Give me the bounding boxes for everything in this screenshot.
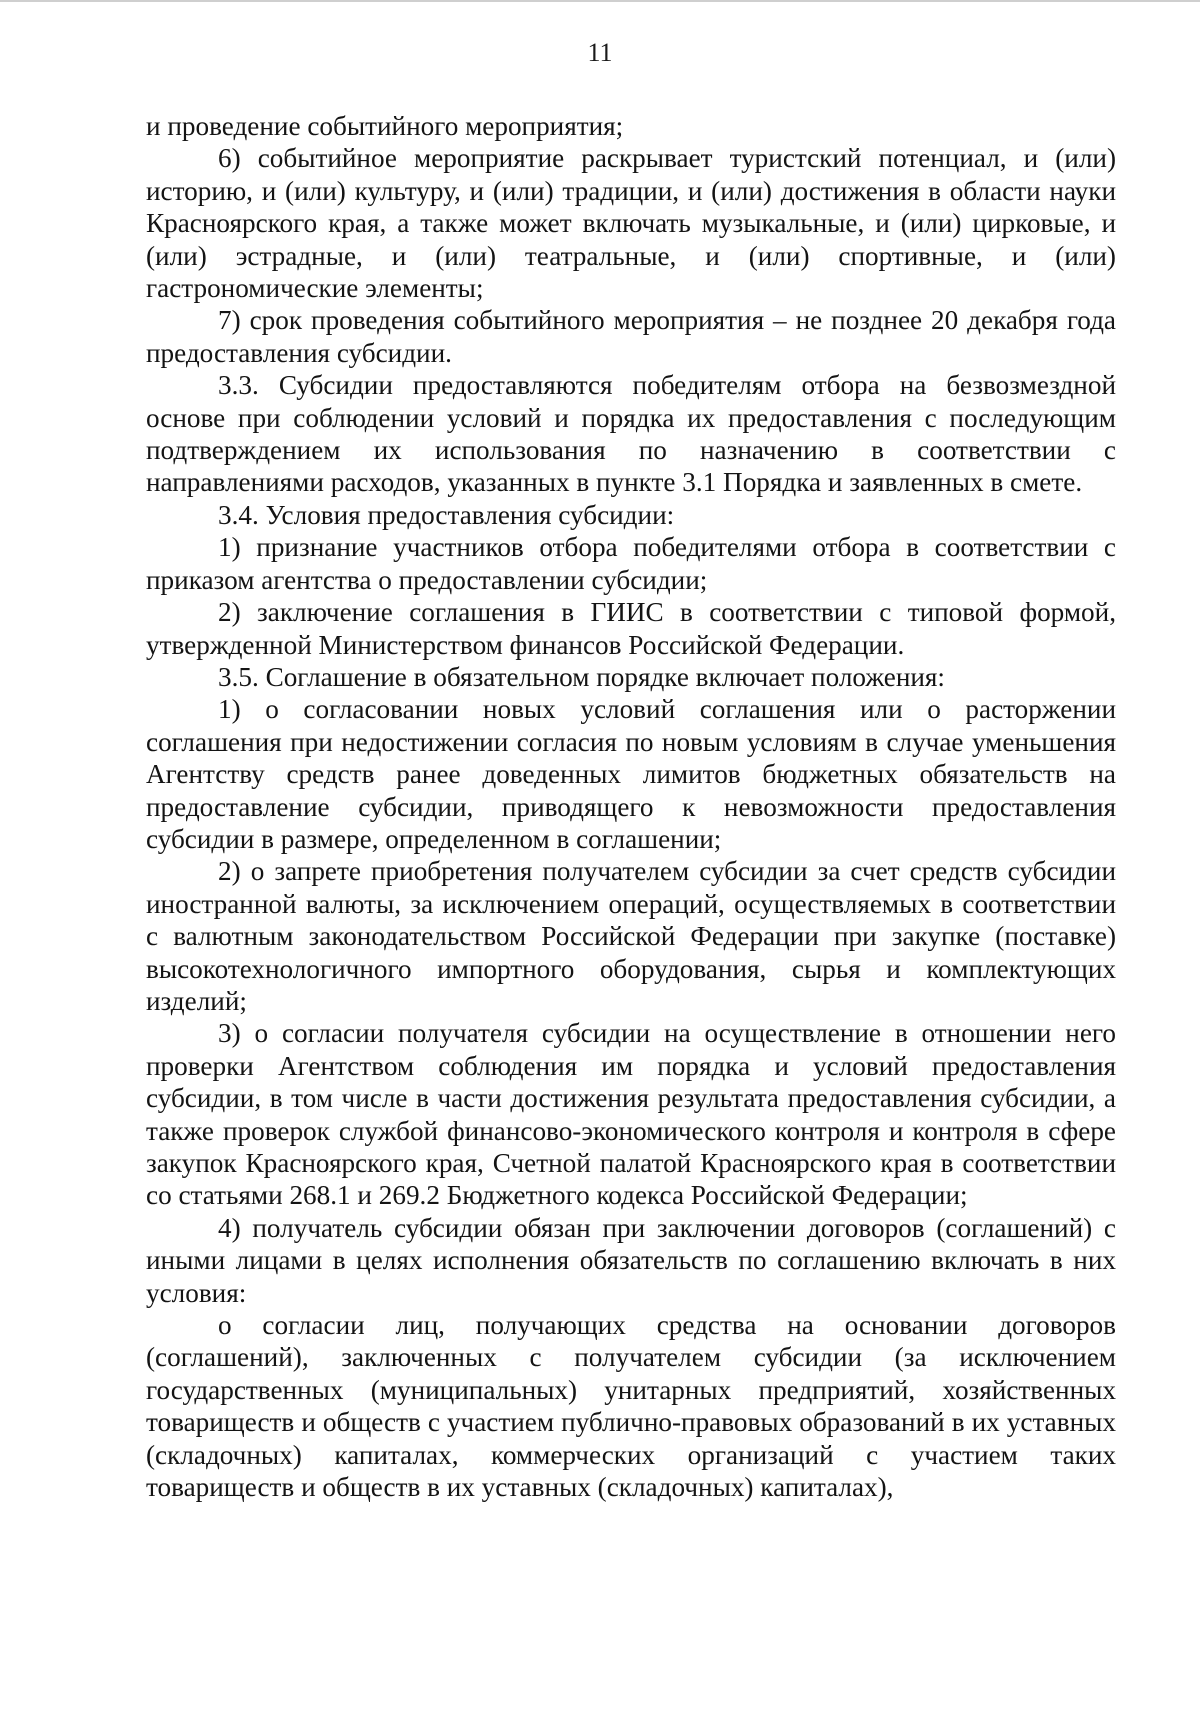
document-body bbox=[146, 110, 1116, 1503]
paragraph-3-4: 3.4. Условия предоставления субсидии: bbox=[218, 499, 675, 530]
paragraph-3-5-item-1: 1) о согласовании новых условий соглашения или о расторжении соглашения при недостижении согласия по новым условиям в случае уменьшения Агентству средств ранее доведенных лимитов бюджетных обязательств на предоставление субсидии, приводящего к невозможности предоставления субсидии в размере, определенном в соглашении; bbox=[146, 694, 1116, 854]
paragraph-consent-clause: о согласии лиц, получающих средства на основании договоров (соглашений), заключенных с получателем субсидии (за исключением государственных (муниципальных) унитарных предприятий, хозяйственных товариществ и обществ с участием публично-правовых образований в их уставных (складочных) капиталах, коммерческих организаций с участием таких товариществ и обществ в их уставных (складочных) капиталах), bbox=[146, 1310, 1116, 1503]
paragraph-3-5-item-2: 2) о запрете приобретения получателем субсидии за счет средств субсидии иностранной валюты, за исключением операций, осуществляемых в соответствии с валютным законодательством Российской Федерации при закупке (поставке) высокотехнологичного импортного оборудования, сырья и комплектующих изделий; bbox=[146, 856, 1116, 1016]
paragraph-3-5: 3.5. Соглашение в обязательном порядке включает положения: bbox=[218, 661, 945, 692]
paragraph-item-6: 6) событийное мероприятие раскрывает туристский потенциал, и (или) историю, и (или) культуру, и (или) традиции, и (или) достижения в области науки Красноярского края, а также может включать музыкальные, и (или) цирковые, и (или) эстрадные, и (или) театральные, и (или) спортивные, и (или) гастрономические элементы; bbox=[146, 143, 1116, 304]
paragraph-3-4-item-1: 1) признание участников отбора победителями отбора в соответствии с приказом агентства о предоставлении субсидии; bbox=[146, 532, 1116, 595]
paragraph-continuation: и проведение событийного мероприятия; bbox=[146, 111, 624, 141]
page-top-edge bbox=[0, 0, 1200, 2]
paragraph-item-7: 7) срок проведения событийного мероприятия – не позднее 20 декабря года предоставления субсидии. bbox=[146, 305, 1116, 368]
paragraph-3-4-item-2: 2) заключение соглашения в ГИИС в соответствии с типовой формой, утвержденной Министерством финансов Российской Федерации. bbox=[146, 597, 1116, 660]
paragraph-3-3: 3.3. Субсидии предоставляются победителям отбора на безвозмездной основе при соблюдении условий и порядка их предоставления с последующим подтверждением их использования по назначению в соответствии с направлениями расходов, указанных в пункте 3.1 Порядка и заявленных в смете. bbox=[146, 370, 1116, 498]
paragraph-3-5-item-3: 3) о согласии получателя субсидии на осуществление в отношении него проверки Агентством соблюдения им порядка и условий предоставления субсидии, в том числе в части достижения результата предоставления субсидии, а также проверок службой финансово-экономического контроля и контроля в сфере закупок Красноярского края, Счетной палатой Красноярского края в соответствии со статьями 268.1 и 269.2 Бюджетного кодекса Российской Федерации; bbox=[146, 1018, 1116, 1211]
paragraph-3-5-item-4: 4) получатель субсидии обязан при заключении договоров (соглашений) с иными лицами в целях исполнения обязательств по соглашению включать в них условия: bbox=[146, 1212, 1116, 1308]
page-number: 11 bbox=[587, 38, 613, 67]
